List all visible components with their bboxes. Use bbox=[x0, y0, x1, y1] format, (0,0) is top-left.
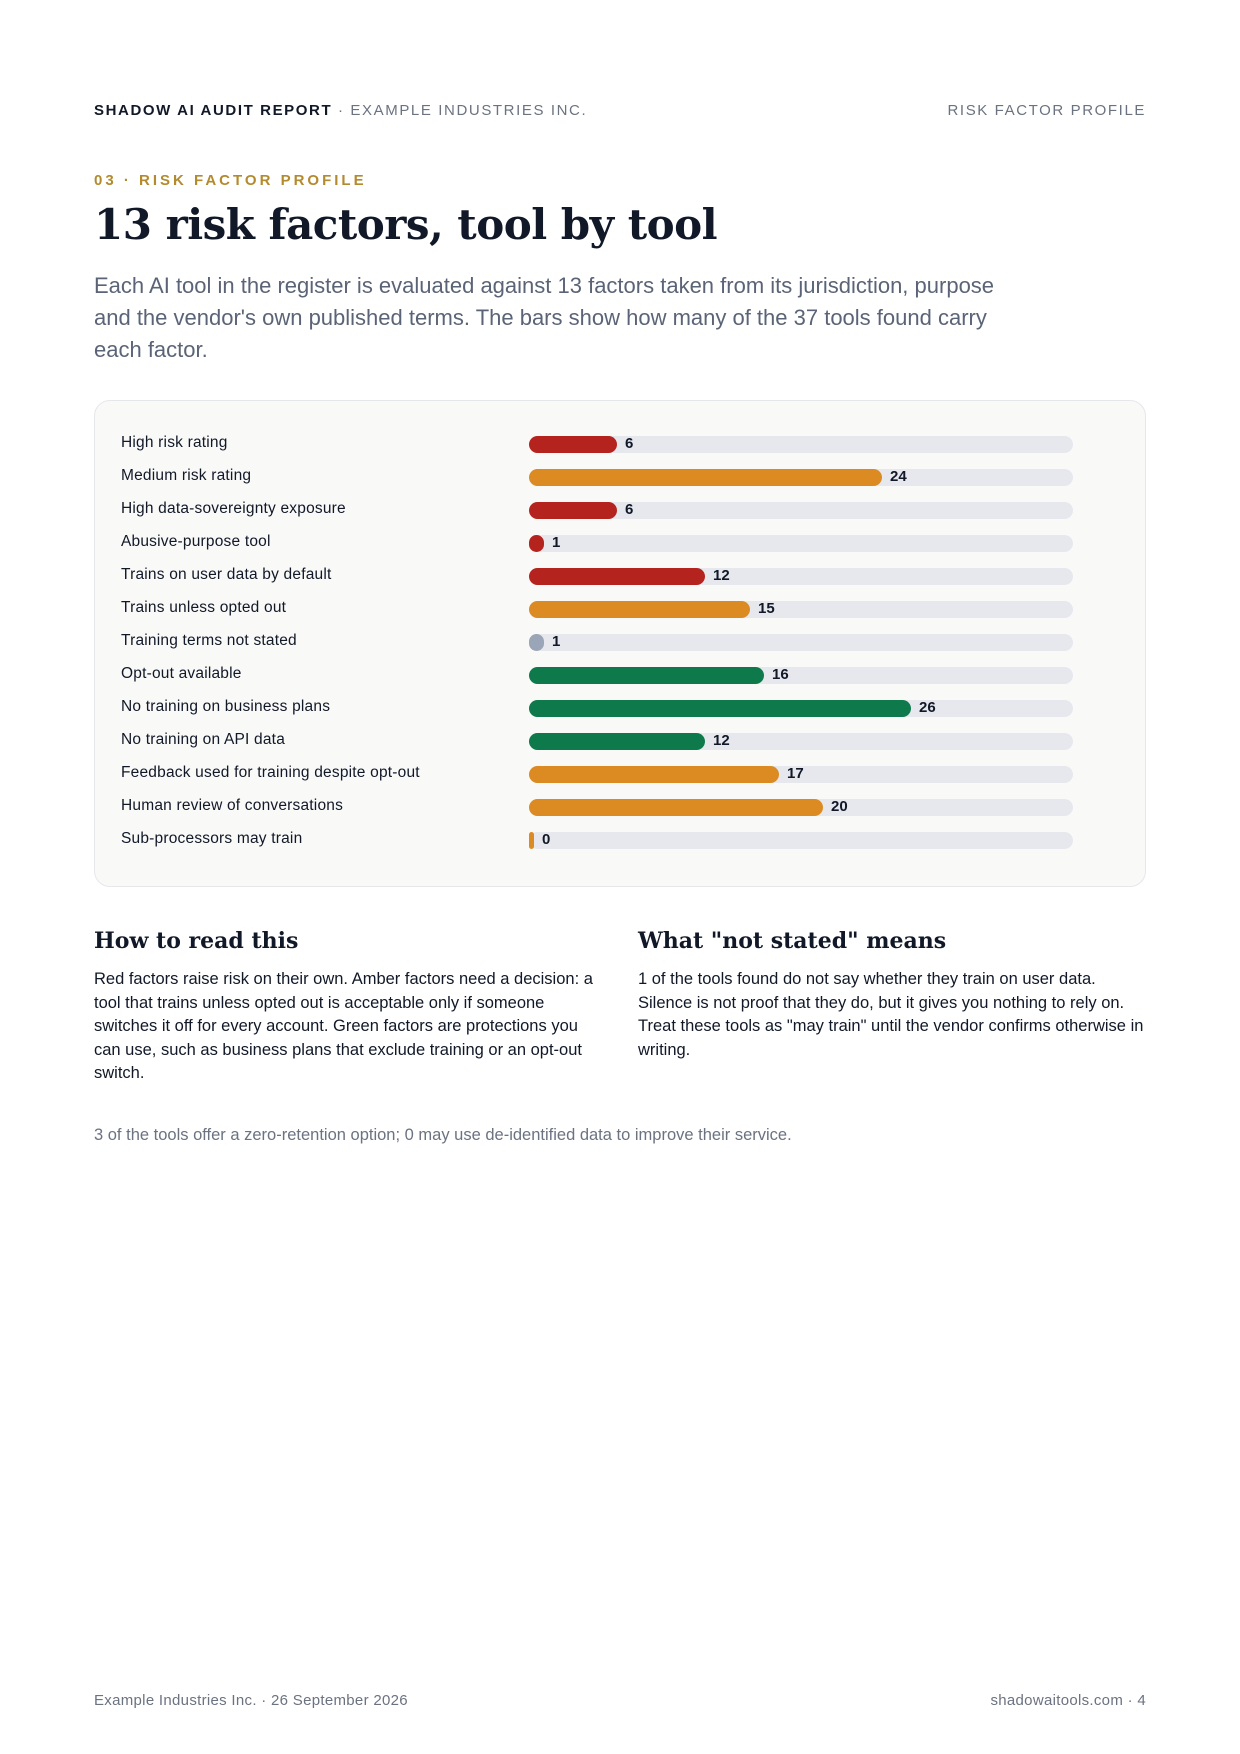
chart-row bbox=[95, 823, 1147, 856]
bar-value-label: 12 bbox=[713, 732, 730, 749]
bar-track bbox=[529, 634, 1073, 651]
category-label: No training on API data bbox=[121, 731, 286, 748]
category-label: Trains on user data by default bbox=[121, 566, 332, 583]
bar-value-label: 17 bbox=[787, 765, 804, 782]
header-separator: · bbox=[338, 102, 345, 119]
bar-value-label: 1 bbox=[552, 633, 561, 650]
category-label: No training on business plans bbox=[121, 698, 331, 715]
chart-row bbox=[95, 691, 1147, 724]
not-stated-body: 1 of the tools found do not say whether they train on user data. Silence is not proof that they do, but it gives you nothing to rely on. Treat these tools as "may train" until the vendor confirms otherwise in writing. bbox=[638, 970, 1144, 1059]
chart-row bbox=[95, 724, 1147, 757]
intro-paragraph: Each AI tool in the register is evaluated against 13 factors taken from its jurisdiction, purpose and the vendor's own published terms. The bars show how many of the 37 tools found carry each factor. bbox=[94, 273, 995, 362]
chart-row bbox=[95, 493, 1147, 526]
header-left bbox=[94, 102, 587, 119]
category-label: Trains unless opted out bbox=[121, 599, 287, 616]
page-title: 13 risk factors, tool by tool bbox=[94, 200, 718, 249]
how-to-read-body: Red factors raise risk on their own. Amber factors need a decision: a tool that trains unless opted out is acceptable only if someone switches it off for every account. Green factors are protections you can use, such as business plans that exclude training or an opt-out switch. bbox=[94, 970, 593, 1082]
retention-note: 3 of the tools offer a zero-retention option; 0 may use de-identified data to improve their service. bbox=[94, 1126, 792, 1144]
report-brand: SHADOW AI AUDIT REPORT bbox=[94, 102, 333, 119]
bar-track bbox=[529, 535, 1073, 552]
bar-value-label: 20 bbox=[831, 798, 848, 815]
category-label: High risk rating bbox=[121, 434, 228, 451]
header-section-name: RISK FACTOR PROFILE bbox=[947, 102, 1146, 119]
category-label: Medium risk rating bbox=[121, 467, 252, 484]
chart-row bbox=[95, 658, 1147, 691]
bar-value-label: 6 bbox=[625, 501, 634, 518]
bar bbox=[529, 700, 911, 717]
bar bbox=[529, 469, 882, 486]
category-label: Abusive-purpose tool bbox=[121, 533, 271, 550]
category-label: High data-sovereignty exposure bbox=[121, 500, 346, 517]
bar bbox=[529, 436, 617, 453]
bar-value-label: 26 bbox=[919, 699, 936, 716]
bar-value-label: 12 bbox=[713, 567, 730, 584]
page-footer bbox=[94, 1692, 1146, 1709]
bar-value-label: 24 bbox=[890, 468, 907, 485]
bar-value-label: 15 bbox=[758, 600, 775, 617]
chart-row bbox=[95, 427, 1147, 460]
bar bbox=[529, 832, 534, 849]
how-to-read-section bbox=[94, 928, 609, 1086]
category-label: Training terms not stated bbox=[121, 632, 297, 649]
not-stated-heading: What "not stated" means bbox=[638, 928, 947, 954]
bar bbox=[529, 568, 705, 585]
organization-name: EXAMPLE INDUSTRIES INC. bbox=[350, 102, 588, 119]
bar bbox=[529, 634, 544, 651]
footer-right: shadowaitools.com · 4 bbox=[990, 1692, 1146, 1709]
bar bbox=[529, 601, 750, 618]
chart-row bbox=[95, 625, 1147, 658]
bar bbox=[529, 733, 705, 750]
chart-row bbox=[95, 460, 1147, 493]
chart-row bbox=[95, 757, 1147, 790]
chart-row bbox=[95, 559, 1147, 592]
chart-row bbox=[95, 526, 1147, 559]
running-header bbox=[94, 102, 1146, 119]
footer-left: Example Industries Inc. · 26 September 2026 bbox=[94, 1692, 408, 1709]
chart-row bbox=[95, 790, 1147, 823]
how-to-read-heading: How to read this bbox=[94, 928, 299, 954]
category-label: Opt-out available bbox=[121, 665, 242, 682]
category-label: Sub-processors may train bbox=[121, 830, 303, 847]
category-label: Human review of conversations bbox=[121, 797, 344, 814]
bar-value-label: 1 bbox=[552, 534, 561, 551]
section-eyebrow: 03 · RISK FACTOR PROFILE bbox=[94, 172, 367, 189]
bar bbox=[529, 502, 617, 519]
category-label: Feedback used for training despite opt-out bbox=[121, 764, 420, 781]
bar-value-label: 6 bbox=[625, 435, 634, 452]
not-stated-section bbox=[638, 928, 1153, 1062]
bar bbox=[529, 766, 779, 783]
bar-track bbox=[529, 832, 1073, 849]
risk-factor-chart bbox=[94, 400, 1146, 887]
bar-value-label: 0 bbox=[542, 831, 551, 848]
bar bbox=[529, 799, 823, 816]
chart-row bbox=[95, 592, 1147, 625]
bar bbox=[529, 667, 764, 684]
bar bbox=[529, 535, 544, 552]
bar-value-label: 16 bbox=[772, 666, 789, 683]
